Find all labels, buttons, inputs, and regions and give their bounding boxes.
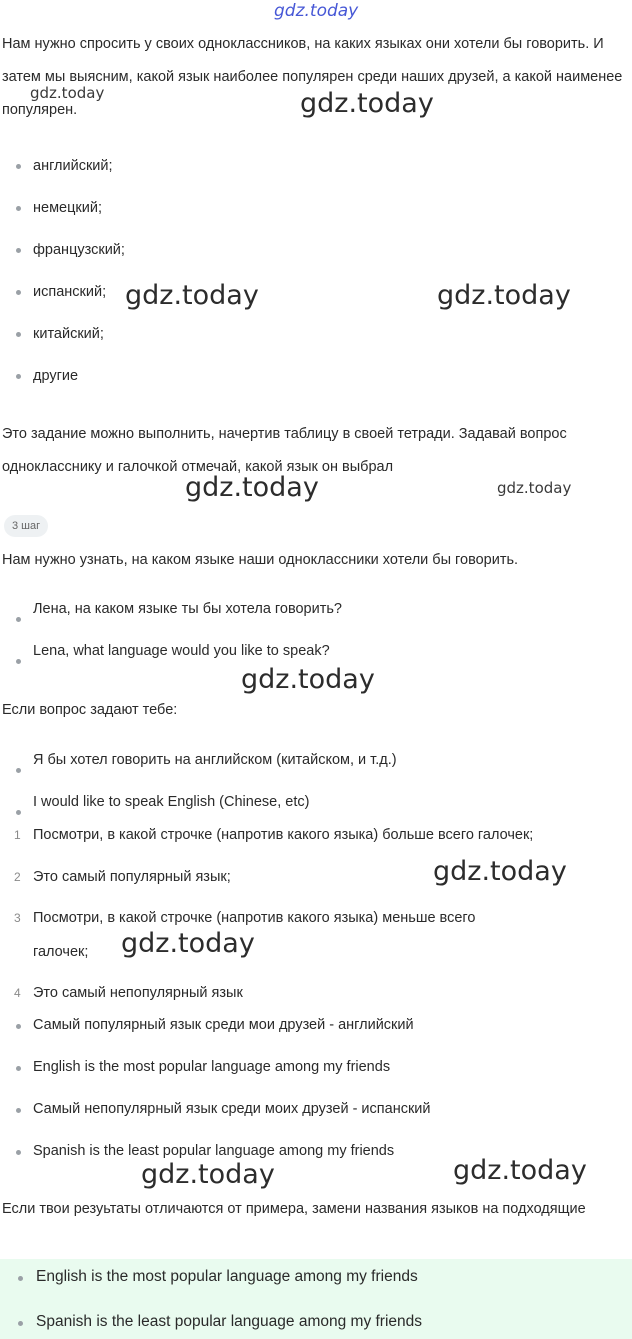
step-text-continued: галочек; (33, 944, 89, 960)
list-item: Lena, what language would you like to speak? (33, 643, 330, 659)
list-item: Самый непопулярный язык среди моих друзей - испанский (33, 1101, 431, 1117)
list-bullet (16, 659, 21, 664)
step-text: Посмотри, в какой строчке (напротив какого языка) больше всего галочек; (33, 827, 534, 843)
if-asked-text: Если вопрос задают тебе: (2, 702, 178, 718)
watermark: gdz.today (30, 84, 105, 102)
replace-note: Если твои резуьтаты отличаются от примера, замени названия языков на подходящие (2, 1201, 586, 1217)
step-text: Это самый популярный язык; (33, 869, 231, 885)
list-bullet (16, 248, 21, 253)
list-item: Я бы хотел говорить на английском (китайском, и т.д.) (33, 752, 397, 768)
list-item: I would like to speak English (Chinese, etc) (33, 794, 310, 810)
step-number: 3 (14, 911, 21, 925)
list-bullet (18, 1276, 23, 1281)
step-number: 4 (14, 986, 21, 1000)
list-item: English is the most popular language among my friends (33, 1059, 391, 1075)
list-bullet (16, 290, 21, 295)
step-intro: Нам нужно узнать, на каком языке наши одноклассники хотели бы говорить. (2, 552, 519, 568)
list-bullet (16, 374, 21, 379)
list-bullet (16, 1150, 21, 1155)
list-item: Spanish is the least popular language among my friends (36, 1313, 423, 1330)
watermark-top: gdz.today (274, 1, 359, 21)
watermark: gdz.today (121, 928, 255, 959)
watermark: gdz.today (497, 479, 572, 497)
list-bullet (18, 1321, 23, 1326)
list-item: Spanish is the least popular language among my friends (33, 1143, 395, 1159)
list-item: английский; (33, 158, 113, 174)
list-item: Самый популярный язык среди мои друзей - английский (33, 1017, 414, 1033)
list-bullet (16, 332, 21, 337)
list-bullet (16, 206, 21, 211)
list-item: китайский; (33, 326, 104, 342)
watermark: gdz.today (437, 280, 571, 311)
watermark: gdz.today (433, 856, 567, 887)
step-text: Это самый непопулярный язык (33, 985, 243, 1001)
task-note: Это задание можно выполнить, начертив таблицу в своей тетради. Задавай вопрос однокласснику и галочкой отмечай, какой язык он выбрал (2, 426, 567, 475)
list-bullet (16, 1066, 21, 1071)
answer-box (0, 1259, 632, 1339)
step-number: 1 (14, 828, 21, 842)
watermark: gdz.today (185, 472, 319, 503)
list-bullet (16, 1024, 21, 1029)
list-item: Лена, на каком языке ты бы хотела говорить? (33, 601, 342, 617)
step-badge: 3 шаг (4, 515, 48, 537)
list-item: французский; (33, 242, 125, 258)
list-bullet (16, 164, 21, 169)
list-bullet (16, 617, 21, 622)
watermark: gdz.today (453, 1155, 587, 1186)
step-number: 2 (14, 870, 21, 884)
watermark: gdz.today (141, 1159, 275, 1190)
list-bullet (16, 810, 21, 815)
list-bullet (16, 1108, 21, 1113)
list-item: другие (33, 368, 79, 384)
list-item: English is the most popular language among my friends (36, 1268, 418, 1285)
watermark: gdz.today (241, 664, 375, 695)
watermark: gdz.today (125, 280, 259, 311)
watermark: gdz.today (300, 88, 434, 119)
list-item: немецкий; (33, 200, 102, 216)
list-item: испанский; (33, 284, 107, 300)
intro-paragraph: Нам нужно спросить у своих одноклассников, на каких языках они хотели бы говорить. И затем мы выясним, какой язык наиболее популярен среди наших друзей, а какой наименее популярен. (2, 36, 623, 118)
list-bullet (16, 768, 21, 773)
step-text: Посмотри, в какой строчке (напротив какого языка) меньше всего (33, 910, 476, 926)
